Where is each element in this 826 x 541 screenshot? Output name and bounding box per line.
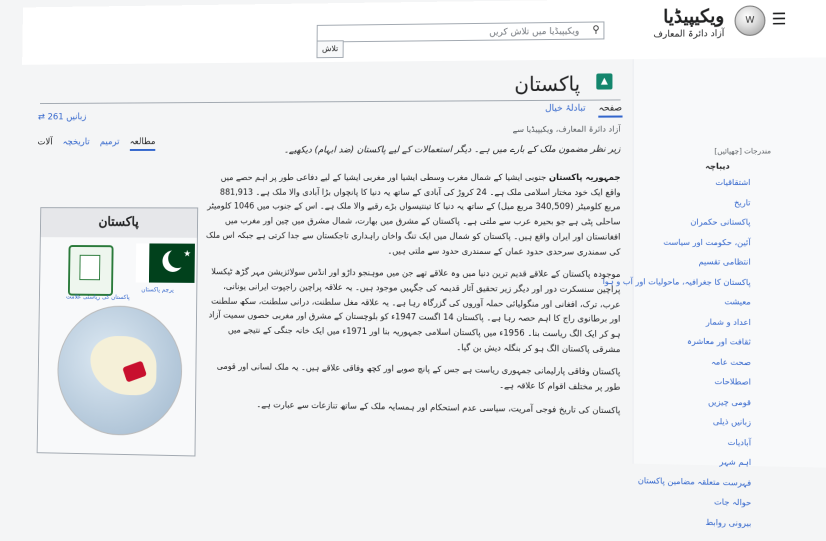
paragraph: پاکستان کی تاریخ فوجی آمریت، سیاسی عدم استحکام اور ہمسایہ ملک کے ساتھ تنازعات سے عبارت ہے۔ xyxy=(256,398,621,416)
emblem-caption[interactable]: پاکستان کی ریاستی علامت xyxy=(65,293,130,301)
page-title: پاکستان xyxy=(514,71,581,97)
toc-item[interactable]: آبادیات xyxy=(727,437,752,447)
tab-read[interactable]: مطالعہ xyxy=(130,137,156,151)
namespace-tabs xyxy=(535,103,622,114)
infobox xyxy=(37,207,199,456)
emblem-shield xyxy=(79,255,100,280)
toc-item[interactable]: اعداد و شمار xyxy=(705,316,751,327)
search-icon: ⚲ xyxy=(592,24,600,36)
toc-item[interactable]: بیرونی روابط xyxy=(705,517,752,528)
toc-item[interactable]: فہرست متعلقہ مضامین پاکستان xyxy=(637,475,752,488)
toc-item[interactable]: قومی چیزیں xyxy=(707,396,752,407)
toc-item[interactable]: انتظامی تقسیم xyxy=(698,257,751,267)
toc-item[interactable]: ثقافت اور معاشرہ xyxy=(687,336,751,347)
site-header xyxy=(22,0,826,65)
tab-edit[interactable]: ترمیم xyxy=(99,137,120,148)
toc-item[interactable]: حوالہ جات xyxy=(713,497,752,508)
paragraph-text: جنوبی ایشیا کے شمال مغرب وسطی ایشیا اور مغربی ایشیا کے لیے دفاعی طور پر اہم حصے میں واقع ایک خود مختار اسلامی ملک ہے۔ 24 کروڑ کی آبادی کے ساتھ یہ دنیا کا پانچواں بڑا آبادی والا ملک ہے۔ 881,913 مربع کلومیٹر (340,509 مربع میل) کے ساتھ یہ دنیا کا تینتیسواں بڑے رقبے والا ملک ہے۔ اس کے جنوب میں 1046 کلومیٹر ساحلی پٹی ہے جو بحیرہ عرب سے ملتی ہے۔ پاکستان کے مشرق میں بھارت، شمال مشرق میں چین اور مغرب میں افغانستان اور ایران واقع ہیں۔ پاکستان کو شمال میں ایک تنگ واخان راہداری تاجکستان سے جدا کرتی ہے جبکہ اس ملک کی سمندری سرحدی حدود عمان کے سمندری حدود سے ملتی ہیں۔ xyxy=(205,171,621,257)
tab-history[interactable]: تاریخچہ xyxy=(62,137,90,148)
tab-page[interactable]: صفحہ xyxy=(599,103,623,117)
article-page xyxy=(16,0,826,528)
location-globe-map[interactable] xyxy=(57,305,183,436)
wikipedia-globe-logo[interactable]: W xyxy=(735,5,766,36)
tab-tools[interactable]: آلات xyxy=(37,137,53,148)
paragraph: موجودہ پاکستان کے علاقے قدیم ترین دنیا میں وہ علاقے تھے جن میں موہنجو داڑو اور انڈس سولائزیشن مہر گڑھ ٹیکسلا پراچین سنسکرت دور اور دیگر زیر تحقیق آثار قدیمہ کی جگہیں موجود ہیں۔ یہ علاقہ پراچین راجپوت ایرانی یونانی، عرب، ترک، افغانی اور منگولیائی حملہ آوروں کی گزرگاہ رہا ہے۔ یہ علاقہ مغل سلطنت، درانی سلطنت، سکھ سلطنت اور برطانوی راج کا اہم حصہ رہا ہے۔ پاکستان 14 اگست 1947ء کو بلوچستان کے مشرق اور مغربی حصوں سمیت آزاد ہو کر ایک الگ ریاست بنا۔ 1956ء میں پاکستان اسلامی جمہوریہ بنا اور 1971ء میں ایک خانہ جنگی کے نتیجے میں مشرقی پاکستان الگ ہو کر بنگلہ دیش بن گیا۔ xyxy=(208,266,621,354)
pakistan-flag[interactable] xyxy=(136,243,195,283)
lead-bold: جمہوریہ پاکستان xyxy=(548,171,621,182)
toc-item[interactable]: معیشت xyxy=(724,297,751,307)
toc-item[interactable]: اہم شہر xyxy=(719,457,752,468)
paragraph: پاکستان وفاقی پارلیمانی جمہوری ریاست ہے جس کے پانچ صوبے اور کچھ وفاقی علاقے ہیں۔ یہ ملک لسانی اور قومی طور پر مختلف اقوام کا علاقہ ہے۔ xyxy=(216,361,621,393)
toc-start[interactable]: دیباچہ xyxy=(705,161,730,171)
state-emblem[interactable] xyxy=(68,245,114,296)
toc-item[interactable]: پاکستانی حکمران xyxy=(690,217,751,227)
tab-talk[interactable]: تبادلۂ خیال xyxy=(545,103,586,114)
toc-item[interactable]: صحت عامہ xyxy=(710,356,751,367)
site-wordmark[interactable]: ویکیپیڈیا xyxy=(663,5,725,28)
toc-item[interactable]: اشتقاقیات xyxy=(715,177,751,188)
title-bar xyxy=(40,69,621,104)
article-body xyxy=(202,170,621,426)
toc-item[interactable]: اصطلاحات xyxy=(714,376,751,387)
flag-caption[interactable]: پرچم پاکستان xyxy=(141,286,174,294)
toc-item[interactable]: آئین، حکومت اور سیاست xyxy=(663,237,751,247)
menu-icon[interactable]: ☰ xyxy=(771,9,787,29)
toc-item[interactable]: تاریخ xyxy=(734,197,751,207)
article-icon: ▲ xyxy=(596,73,612,89)
asia-landmass xyxy=(90,336,157,396)
hatnote: زیر نظر مضمون ملک کے بارے میں ہے۔ دیگر استعمالات کے لیے پاکستان (ضد ابہام) دیکھیے۔ xyxy=(283,144,621,156)
paragraph xyxy=(203,170,620,259)
toc-heading[interactable]: مندرجات [چھپائیں] xyxy=(714,147,772,156)
star-icon: ★ xyxy=(183,249,192,260)
infobox-title: پاکستان xyxy=(41,208,197,238)
source-note: آزاد دائرۃ المعارف، ویکیپیڈیا سے xyxy=(512,124,621,135)
toc-item[interactable]: زبانیں ذیلی xyxy=(712,416,752,427)
toc-item[interactable]: پاکستان کا جغرافیہ، ماحولیات اور آب و ہوا xyxy=(602,276,751,287)
languages-button[interactable] xyxy=(38,112,87,122)
languages-label: 261 زبانیں xyxy=(47,112,87,123)
translate-icon: ⇄ xyxy=(37,112,48,123)
search-input[interactable]: ویکیپیڈیا میں تلاش کریں xyxy=(317,21,605,42)
search-button[interactable]: تلاش xyxy=(316,40,343,58)
site-tagline: آزاد دائرۃ المعارف xyxy=(653,29,725,40)
view-tabs xyxy=(38,137,164,147)
